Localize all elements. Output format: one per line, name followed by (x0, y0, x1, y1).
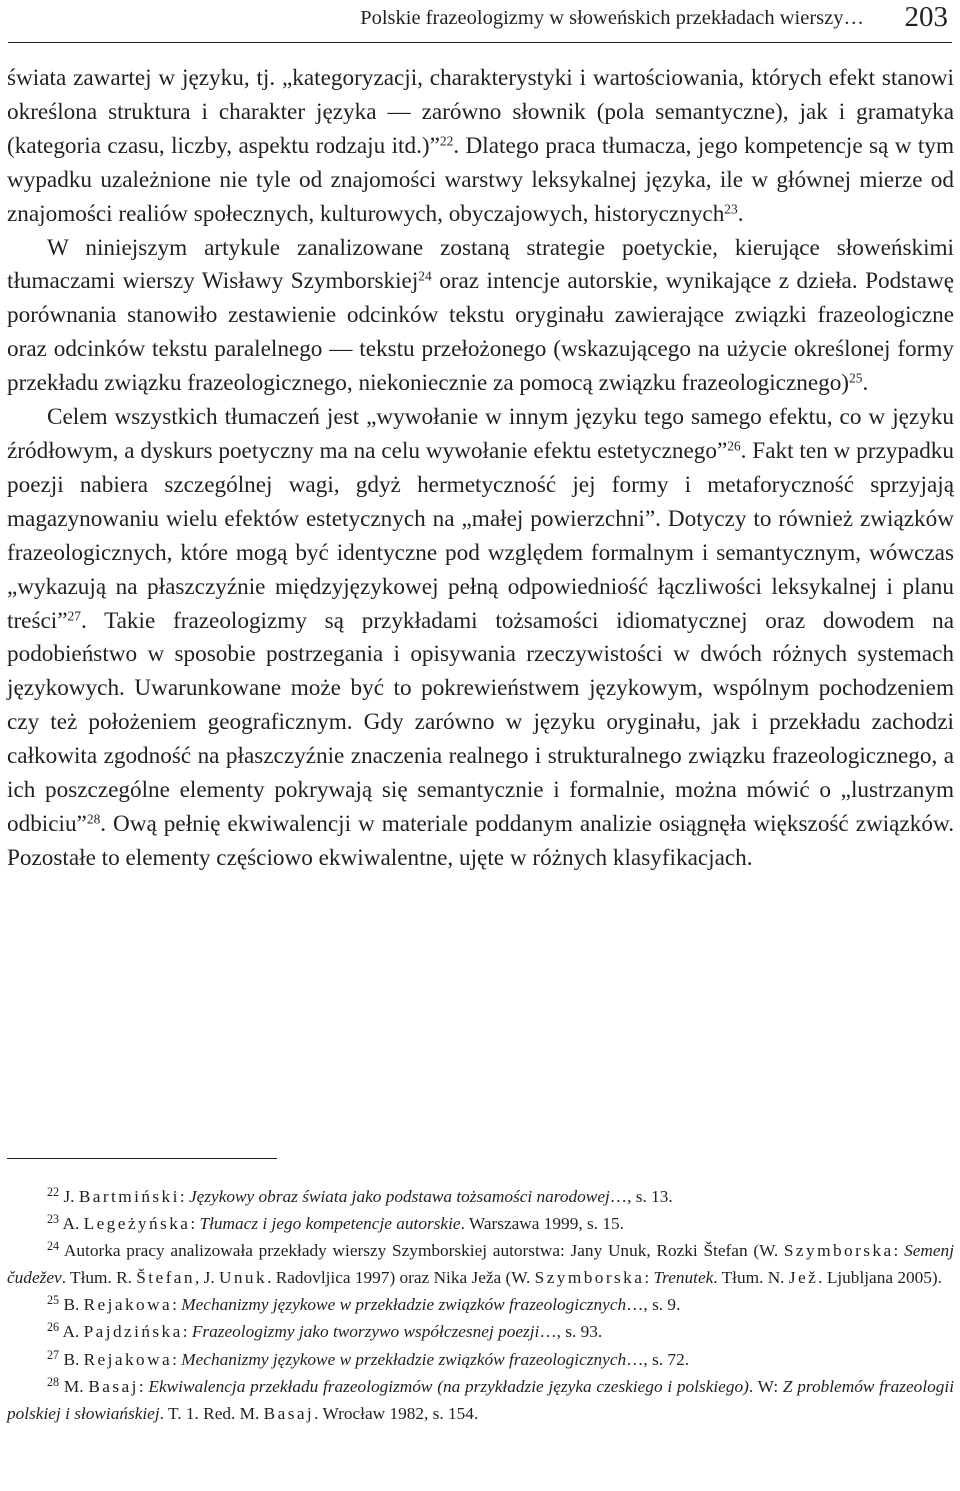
text-run: …, s. 72. (626, 1349, 690, 1369)
author-name: Bartmiński (78, 1187, 180, 1206)
text-run: W niniejszym artykule zanalizowane zostaną strategie poetyckie, kierujące słoweńskimi tłumaczami wierszy Wisławy Szymborskiej (7, 234, 954, 295)
text-run: , J. (194, 1268, 219, 1288)
text-run: . Dlatego praca tłumacza, jego kompetencje są w tym wypadku uzależnione nie tyle od znajomości warstwy leksykalnej języka, ile w głównej mierze od znajomości realiów społecznych, kulturowych, obyczajowych, historycznych (7, 132, 954, 227)
text-run: B. (63, 1349, 84, 1369)
paragraph (7, 401, 954, 876)
text-run: . Warszawa 1999, s. 15. (460, 1214, 624, 1234)
footnote-number: 27 (47, 1347, 60, 1362)
footnote-ref: 28 (86, 811, 101, 827)
author-name: Pajdzińska (83, 1322, 183, 1342)
footnote (7, 1291, 954, 1318)
text-run: . (737, 200, 744, 227)
paragraph (7, 232, 954, 402)
footnote-number: 25 (47, 1293, 60, 1308)
footnotes (7, 1183, 954, 1427)
text-run: . Ljubljana 2005). (818, 1268, 942, 1288)
work-title: Z problemów frazeologii polskiej i słowiańskiej (7, 1376, 954, 1423)
footnote-separator (7, 1158, 277, 1159)
text-run: A. (62, 1322, 84, 1342)
author-name: Basaj (88, 1376, 139, 1396)
text-run: : (182, 1322, 192, 1342)
work-title: Mechanizmy językowe w przekładzie związków frazeologicznych (181, 1349, 627, 1369)
editor-name: Basaj (263, 1403, 315, 1423)
text-run: : (190, 1214, 200, 1234)
text-run: oraz intencje autorskie, wynikające z dzieła. Podstawę porównania stanowiło zestawienie odcinków tekstu oryginału zawierające związki frazeologiczne oraz odcinków tekstu paralelnego — tekstu przełożonego (wskazującego na użycie określonej formy przekładu związku frazeologicznego, niekoniecznie za pomocą związku frazeologicznego) (7, 268, 954, 397)
translator-name: Štefan (136, 1268, 195, 1288)
footnote-number: 23 (47, 1212, 60, 1227)
text-run: J. (63, 1187, 79, 1206)
text-run: Celem wszystkich tłumaczeń jest „wywołanie w innym języku tego samego efektu, co w języku źródłowym, a dyskurs poetyczny ma na celu wywołanie efektu estetycznego” (7, 404, 954, 464)
footnote (7, 1210, 954, 1237)
text-run: M. (63, 1376, 89, 1396)
text-run: . Ową pełnię ekwiwalencji w materiale poddanym analizie osiągnęła większość związków. Pozostałe to elementy częściowo ekwiwalentne, ujęte w różnych klasyfikacjach. (7, 810, 954, 871)
work-title: Frazeologizmy jako tworzywo współczesnej poezji (191, 1322, 540, 1342)
text-run: . Tłum. R. (61, 1268, 137, 1288)
footnote-number: 26 (47, 1320, 60, 1335)
footnote-ref: 25 (849, 370, 863, 386)
work-title: Ekwiwalencja przekładu frazeologizmów (na przykładzie języka czeskiego i polskiego) (148, 1376, 749, 1396)
footnote-number: 28 (47, 1374, 60, 1389)
text-run: …, s. 93. (539, 1322, 603, 1342)
work-title: Trenutek (653, 1268, 714, 1288)
page-number: 203 (904, 1, 948, 33)
footnote-ref: 24 (418, 269, 432, 285)
footnote (7, 1237, 954, 1291)
text-run: …, s. 13. (609, 1187, 673, 1206)
text-run: : (172, 1349, 182, 1369)
author-name: Szymborska (783, 1241, 894, 1261)
text-run: . Wrocław 1982, s. 154. (314, 1403, 479, 1423)
work-title: Językowy obraz świata jako podstawa tożsamości narodowej (188, 1187, 610, 1206)
footnote-ref: 23 (724, 201, 738, 217)
text-run: : (138, 1376, 149, 1396)
footnote (7, 1318, 954, 1345)
author-name: Rejakowa (83, 1349, 173, 1369)
text-run: : (172, 1295, 182, 1315)
text-run: A. (62, 1214, 84, 1234)
text-run: . W: (748, 1376, 783, 1396)
author-name: Legeżyńska (83, 1214, 191, 1234)
running-header (8, 0, 952, 43)
running-title: Polskie frazeologizmy w słoweńskich przekładach wierszy… (360, 7, 864, 29)
work-title: Tłumacz i jego kompetencje autorskie (199, 1214, 461, 1234)
text-run: świata zawartej w języku, tj. „kategoryzacji, charakterystyki i wartościowania, których efekt stanowi określona struktura i charakter języka — zarówno słownik (pola semantyczne), jak i gramatyka (kategoria czasu, liczby, aspektu rodzaju itd.)” (7, 65, 954, 159)
translator-name: Jež (788, 1268, 819, 1288)
text-run: . Tłum. N. (713, 1268, 789, 1288)
footnote-ref: 22 (439, 133, 454, 149)
footnote (7, 1346, 954, 1373)
paragraph (7, 62, 954, 232)
text-run: . T. 1. Red. M. (159, 1403, 264, 1423)
footnote-ref: 26 (727, 438, 741, 454)
text-run: : (179, 1187, 189, 1206)
author-name: Szymborska (534, 1268, 645, 1288)
text-run: : (644, 1268, 654, 1288)
text-run: . (862, 370, 869, 397)
text-run: Autorka pracy analizowała przekłady wierszy Szymborskiej autorstwa: Jany Unuk, Rozki Štefan (W. (63, 1241, 784, 1261)
text-run: . Takie frazeologizmy są przykładami tożsamości idiomatycznej oraz dowodem na podobieństwo w sposobie postrzegania i opisywania rzeczywistości w dwóch różnych systemach językowych. Uwarunkowane może być to pokrewieństwem językowym, wspólnym pochodzeniem czy też położeniem geograficznym. Gdy zarówno w języku oryginału, jak i przekładu zachodzi całkowita zgodność na płaszczyźnie znaczenia realnego i strukturalnego związku frazeologicznego, a ich poszczególne elementy pokrywają się semantycznie i formalnie, można mówić o „lustrzanym odbiciu” (7, 607, 954, 837)
work-title: Mechanizmy językowe w przekładzie związków frazeologicznych (181, 1295, 627, 1315)
footnote-number: 22 (47, 1184, 60, 1199)
work-title: Semenj čudežev (7, 1241, 954, 1288)
footnote-ref: 27 (67, 608, 81, 624)
text-run: B. (63, 1295, 84, 1315)
footnote (7, 1373, 954, 1427)
text-run: . Fakt ten w przypadku poezji nabiera szczególnej wagi, gdyż hermetyczność jej formy i metaforyczność sprzyjają magazynowaniu wielu efektów estetycznych na „małej powierzchni”. Dotyczy to również związków frazeologicznych, które mogą być identyczne pod względem formalnym i semantycznym, wówczas „wykazują na płaszczyźnie międzyjęzykowej pełną odpowiedniość łączliwości leksykalnej i planu treści” (7, 437, 954, 634)
footnote (7, 1183, 954, 1210)
author-name: Rejakowa (83, 1295, 173, 1315)
body-text (7, 62, 954, 876)
footnote-number: 24 (47, 1239, 60, 1254)
text-run: …, s. 9. (626, 1295, 681, 1315)
translator-name: Unuk (218, 1268, 268, 1288)
text-run: . Radovljica 1997) oraz Nika Ježa (W. (267, 1268, 535, 1288)
text-run: : (893, 1241, 905, 1261)
